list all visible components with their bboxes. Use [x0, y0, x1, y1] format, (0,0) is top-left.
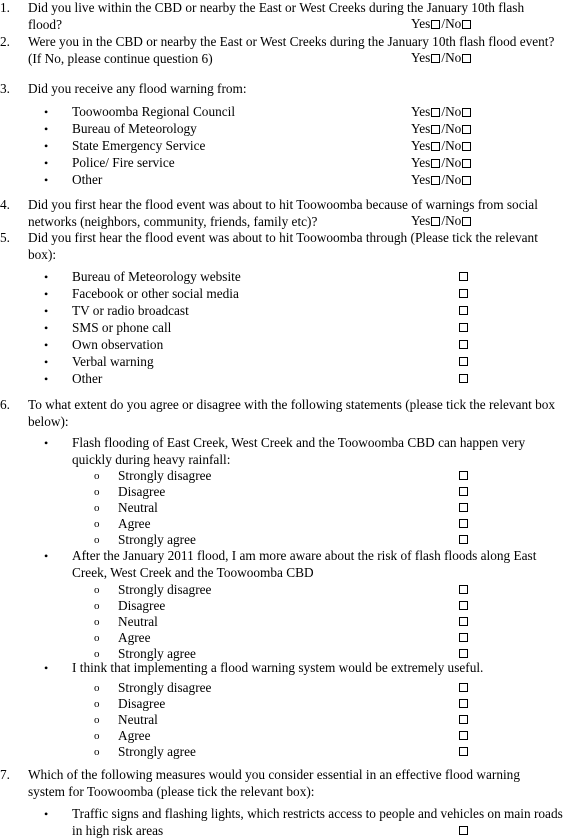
yes-label: Yes [411, 155, 431, 170]
yes-label: Yes [411, 50, 431, 65]
question-number: 6. [0, 397, 10, 412]
yes-checkbox[interactable] [431, 54, 440, 63]
yes-no-option [411, 138, 472, 155]
scale-option [0, 532, 566, 549]
circle-bullet-icon: o [94, 616, 100, 628]
scale-option [0, 712, 566, 729]
yes-label: Yes [411, 16, 431, 31]
scale-label: Strongly disagree [118, 468, 212, 483]
scale-option [0, 696, 566, 713]
checkbox[interactable] [459, 731, 468, 740]
yes-checkbox[interactable] [431, 142, 440, 151]
no-label: No [445, 155, 462, 170]
list-item [0, 155, 566, 172]
no-checkbox[interactable] [462, 108, 471, 117]
separator: / [441, 138, 446, 153]
question-number: 4. [0, 197, 10, 212]
circle-bullet-icon: o [94, 730, 100, 742]
bullet-icon: • [44, 321, 49, 335]
question-5 [0, 230, 566, 263]
question-4 [0, 197, 566, 230]
yes-label: Yes [411, 104, 431, 119]
item-label: SMS or phone call [72, 320, 172, 335]
statement [0, 548, 566, 580]
scale-label: Neutral [118, 500, 158, 515]
checkbox[interactable] [459, 535, 468, 544]
scale-option [0, 484, 566, 501]
question-text: Did you receive any flood warning from: [28, 81, 247, 96]
scale-label: Agree [118, 516, 151, 531]
scale-label: Neutral [118, 712, 158, 727]
question-1 [0, 0, 566, 33]
question-text: Were you in the CBD or nearby the East or West Creeks during the January 10th flash flood event? [28, 34, 555, 49]
scale-label: Strongly disagree [118, 582, 212, 597]
list-item [0, 172, 566, 189]
item-label: State Emergency Service [72, 138, 206, 153]
question-3 [0, 81, 566, 98]
checkbox[interactable] [459, 357, 468, 366]
separator: / [441, 172, 446, 187]
bullet-icon: • [44, 105, 49, 119]
bullet-icon: • [44, 549, 49, 563]
scale-label: Disagree [118, 598, 166, 613]
item-label: Facebook or other social media [72, 286, 239, 301]
checkbox[interactable] [459, 715, 468, 724]
no-checkbox[interactable] [462, 125, 471, 134]
list-item [0, 121, 566, 138]
yes-no-option [411, 50, 472, 67]
scale-option [0, 630, 566, 647]
scale-label: Neutral [118, 614, 158, 629]
statement [0, 660, 566, 677]
circle-bullet-icon: o [94, 648, 100, 660]
checkbox[interactable] [459, 323, 468, 332]
list-item [0, 354, 566, 371]
scale-label: Strongly disagree [118, 680, 212, 695]
circle-bullet-icon: o [94, 584, 100, 596]
statement-text: After the January 2011 flood, I am more aware about the risk of flash floods along East Creek, West Creek and the Toowoomba CBD [72, 548, 537, 580]
yes-no-option [411, 155, 472, 172]
list-item [0, 320, 566, 337]
yes-checkbox[interactable] [431, 159, 440, 168]
bullet-icon: • [44, 156, 49, 170]
question-2 [0, 34, 566, 67]
item-label: Traffic signs and flashing lights, which restricts access to people and vehicles on main roads in high risk areas [72, 806, 563, 838]
question-number: 7. [0, 767, 10, 782]
statement-text: I think that implementing a flood warning system would be extremely useful. [72, 660, 484, 675]
checkbox[interactable] [459, 306, 468, 315]
scale-label: Agree [118, 728, 151, 743]
question-note: (If No, please continue question 6) [28, 50, 213, 66]
list-item [0, 286, 566, 303]
no-checkbox[interactable] [462, 176, 471, 185]
yes-checkbox[interactable] [431, 108, 440, 117]
checkbox[interactable] [459, 601, 468, 610]
checkbox[interactable] [459, 585, 468, 594]
bullet-icon: • [44, 122, 49, 136]
list-item [0, 371, 566, 388]
circle-bullet-icon: o [94, 486, 100, 498]
item-label: TV or radio broadcast [72, 303, 189, 318]
circle-bullet-icon: o [94, 518, 100, 530]
question-7 [0, 767, 566, 800]
scale-label: Disagree [118, 484, 166, 499]
list-item [0, 138, 566, 155]
circle-bullet-icon: o [94, 714, 100, 726]
scale-label: Agree [118, 630, 151, 645]
separator: / [441, 50, 446, 65]
checkbox[interactable] [459, 519, 468, 528]
separator: / [441, 121, 446, 136]
no-label: No [445, 16, 462, 31]
yes-no-option [411, 104, 472, 121]
question-number: 3. [0, 81, 10, 96]
question-6 [0, 397, 566, 430]
bullet-icon: • [44, 304, 49, 318]
scale-option [0, 598, 566, 615]
no-label: No [445, 50, 462, 65]
list-item [0, 337, 566, 354]
checkbox[interactable] [459, 683, 468, 692]
checkbox[interactable] [459, 503, 468, 512]
scale-option [0, 728, 566, 745]
question-number: 1. [0, 0, 10, 15]
circle-bullet-icon: o [94, 502, 100, 514]
item-label: Other [72, 172, 103, 187]
question-number: 2. [0, 34, 10, 49]
separator: / [441, 16, 446, 31]
bullet-icon: • [44, 436, 49, 450]
bullet-icon: • [44, 807, 49, 821]
list-item [0, 806, 566, 838]
item-label: Toowoomba Regional Council [72, 104, 236, 119]
bullet-icon: • [44, 173, 49, 187]
no-label: No [445, 213, 462, 228]
scale-option [0, 500, 566, 517]
no-label: No [445, 121, 462, 136]
no-label: No [445, 172, 462, 187]
bullet-icon: • [44, 355, 49, 369]
yes-label: Yes [411, 213, 431, 228]
circle-bullet-icon: o [94, 534, 100, 546]
circle-bullet-icon: o [94, 632, 100, 644]
question-number: 5. [0, 230, 10, 245]
statement-text: Flash flooding of East Creek, West Creek and the Toowoomba CBD can happen very quickly during heavy rainfall: [72, 435, 526, 467]
list-item [0, 269, 566, 286]
circle-bullet-icon: o [94, 470, 100, 482]
circle-bullet-icon: o [94, 600, 100, 612]
checkbox[interactable] [459, 471, 468, 480]
no-checkbox[interactable] [462, 217, 471, 226]
checkbox[interactable] [459, 340, 468, 349]
checkbox[interactable] [459, 649, 468, 658]
yes-checkbox[interactable] [431, 20, 440, 29]
checkbox[interactable] [459, 289, 468, 298]
checkbox[interactable] [459, 487, 468, 496]
yes-no-option [411, 16, 472, 33]
bullet-icon: • [44, 270, 49, 284]
item-label: Verbal warning [72, 354, 154, 369]
bullet-icon: • [44, 338, 49, 352]
checkbox[interactable] [459, 699, 468, 708]
scale-option [0, 516, 566, 533]
bullet-icon: • [44, 372, 49, 386]
yes-checkbox[interactable] [431, 125, 440, 134]
scale-option [0, 744, 566, 761]
yes-label: Yes [411, 172, 431, 187]
circle-bullet-icon: o [94, 698, 100, 710]
scale-label: Strongly agree [118, 646, 196, 661]
checkbox[interactable] [459, 633, 468, 642]
statement [0, 435, 566, 467]
no-checkbox[interactable] [462, 159, 471, 168]
no-label: No [445, 138, 462, 153]
scale-label: Disagree [118, 696, 166, 711]
item-label: Police/ Fire service [72, 155, 175, 170]
yes-label: Yes [411, 121, 431, 136]
question-text: Did you first hear the flood event was about to hit Toowoomba because of warnings from social networks (neighbors, community, friends, family etc)? [28, 197, 538, 229]
yes-no-option [411, 172, 472, 189]
question-text: Did you first hear the flood event was about to hit Toowoomba through (Please tick the relevant box): [28, 230, 538, 262]
item-label: Bureau of Meteorology [72, 121, 197, 136]
yes-checkbox[interactable] [431, 217, 440, 226]
yes-checkbox[interactable] [431, 176, 440, 185]
circle-bullet-icon: o [94, 682, 100, 694]
bullet-icon: • [44, 287, 49, 301]
scale-option [0, 468, 566, 485]
checkbox[interactable] [459, 826, 468, 835]
scale-option [0, 680, 566, 697]
no-checkbox[interactable] [462, 142, 471, 151]
checkbox[interactable] [459, 374, 468, 383]
yes-no-option [411, 121, 472, 138]
list-item [0, 104, 566, 121]
question-text: To what extent do you agree or disagree with the following statements (please tick the relevant box below): [28, 397, 556, 429]
item-label: Bureau of Meteorology website [72, 269, 241, 284]
bullet-icon: • [44, 139, 49, 153]
separator: / [441, 213, 446, 228]
list-item [0, 303, 566, 320]
no-label: No [445, 104, 462, 119]
checkbox[interactable] [459, 617, 468, 626]
item-label: Other [72, 371, 103, 386]
checkbox[interactable] [459, 272, 468, 281]
separator: / [441, 104, 446, 119]
yes-no-option [411, 213, 472, 230]
bullet-icon: • [44, 661, 49, 675]
scale-label: Strongly agree [118, 532, 196, 547]
scale-option [0, 582, 566, 599]
yes-label: Yes [411, 138, 431, 153]
scale-option [0, 614, 566, 631]
circle-bullet-icon: o [94, 746, 100, 758]
checkbox[interactable] [459, 747, 468, 756]
separator: / [441, 155, 446, 170]
question-text: Which of the following measures would you consider essential in an effective flood warning system for Toowoomba (please tick the relevant box): [28, 767, 520, 799]
no-checkbox[interactable] [462, 54, 471, 63]
item-label: Own observation [72, 337, 164, 352]
no-checkbox[interactable] [462, 20, 471, 29]
question-text: Did you live within the CBD or nearby the East or West Creeks during the January 10th flash flood? [28, 0, 525, 32]
scale-label: Strongly agree [118, 744, 196, 759]
